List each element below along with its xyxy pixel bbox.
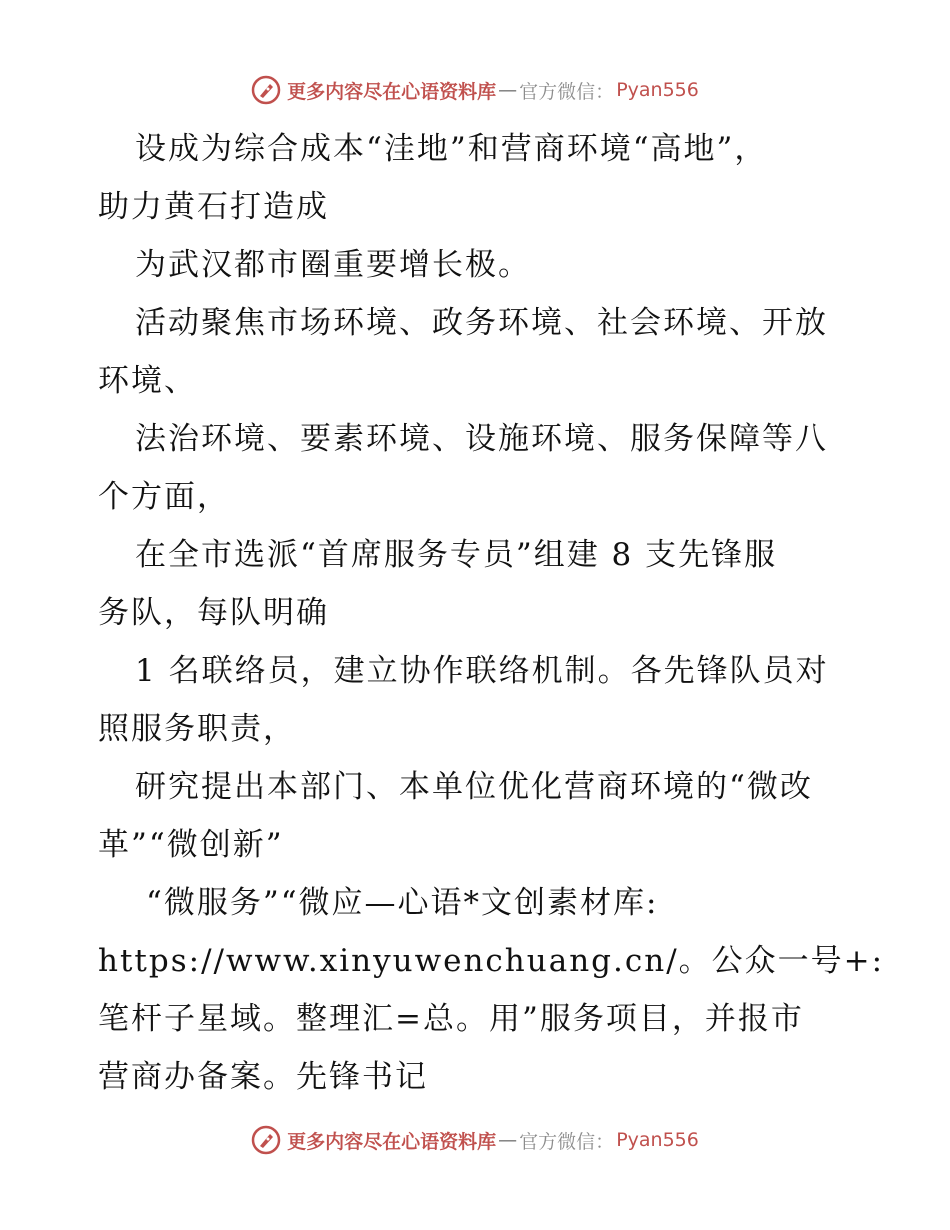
banner-wechat-id: Pyan556 (616, 1129, 699, 1151)
body-line: 活动聚焦市场环境、政务环境、社会环境、开放 (135, 305, 828, 341)
banner-wechat-label: 官方微信： (519, 1130, 615, 1153)
body-line: 照服务职责， (98, 711, 296, 747)
body-line: 务队，每队明确 (98, 595, 329, 631)
pen-nib-logo-icon (251, 75, 281, 105)
banner-separator: — (498, 79, 518, 101)
body-line: 为武汉都市圈重要增长极。 (135, 247, 531, 283)
banner-title: 更多内容尽在心语资料库 (287, 80, 497, 103)
header-banner (0, 70, 950, 110)
body-line: 个方面， (98, 479, 230, 515)
banner-wechat-id: Pyan556 (616, 79, 699, 101)
body-line: 设成为综合成本“洼地”和营商环境“高地”， (135, 131, 768, 167)
banner-title: 更多内容尽在心语资料库 (287, 1130, 497, 1153)
body-line: 研究提出本部门、本单位优化营商环境的“微改 (135, 769, 813, 805)
body-line: 助力黄石打造成 (98, 189, 329, 225)
body-line: 环境、 (98, 363, 197, 399)
banner-wechat-label: 官方微信： (519, 80, 615, 103)
banner-separator: — (498, 1129, 518, 1151)
document-body (98, 120, 885, 1106)
pen-nib-logo-icon (251, 1125, 281, 1155)
body-line: 营商办备案。先锋书记 (98, 1059, 428, 1095)
body-line: “微服务”“微应—心语*文创素材库: (146, 885, 659, 921)
body-line: 1 名联络员，建立协作联络机制。各先锋队员对 (135, 653, 829, 689)
body-line: 在全市选派“首席服务专员”组建 8 支先锋服 (135, 537, 778, 573)
body-line: 法治环境、要素环境、设施环境、服务保障等八 (135, 421, 828, 457)
body-line: https://www.xinyuwenchuang.cn/。公众一号+: (98, 943, 885, 979)
body-line: 笔杆子星域。整理汇=总。用”服务项目，并报市 (98, 1001, 804, 1037)
footer-banner (0, 1120, 950, 1160)
body-line: 革”“微创新” (98, 827, 284, 863)
